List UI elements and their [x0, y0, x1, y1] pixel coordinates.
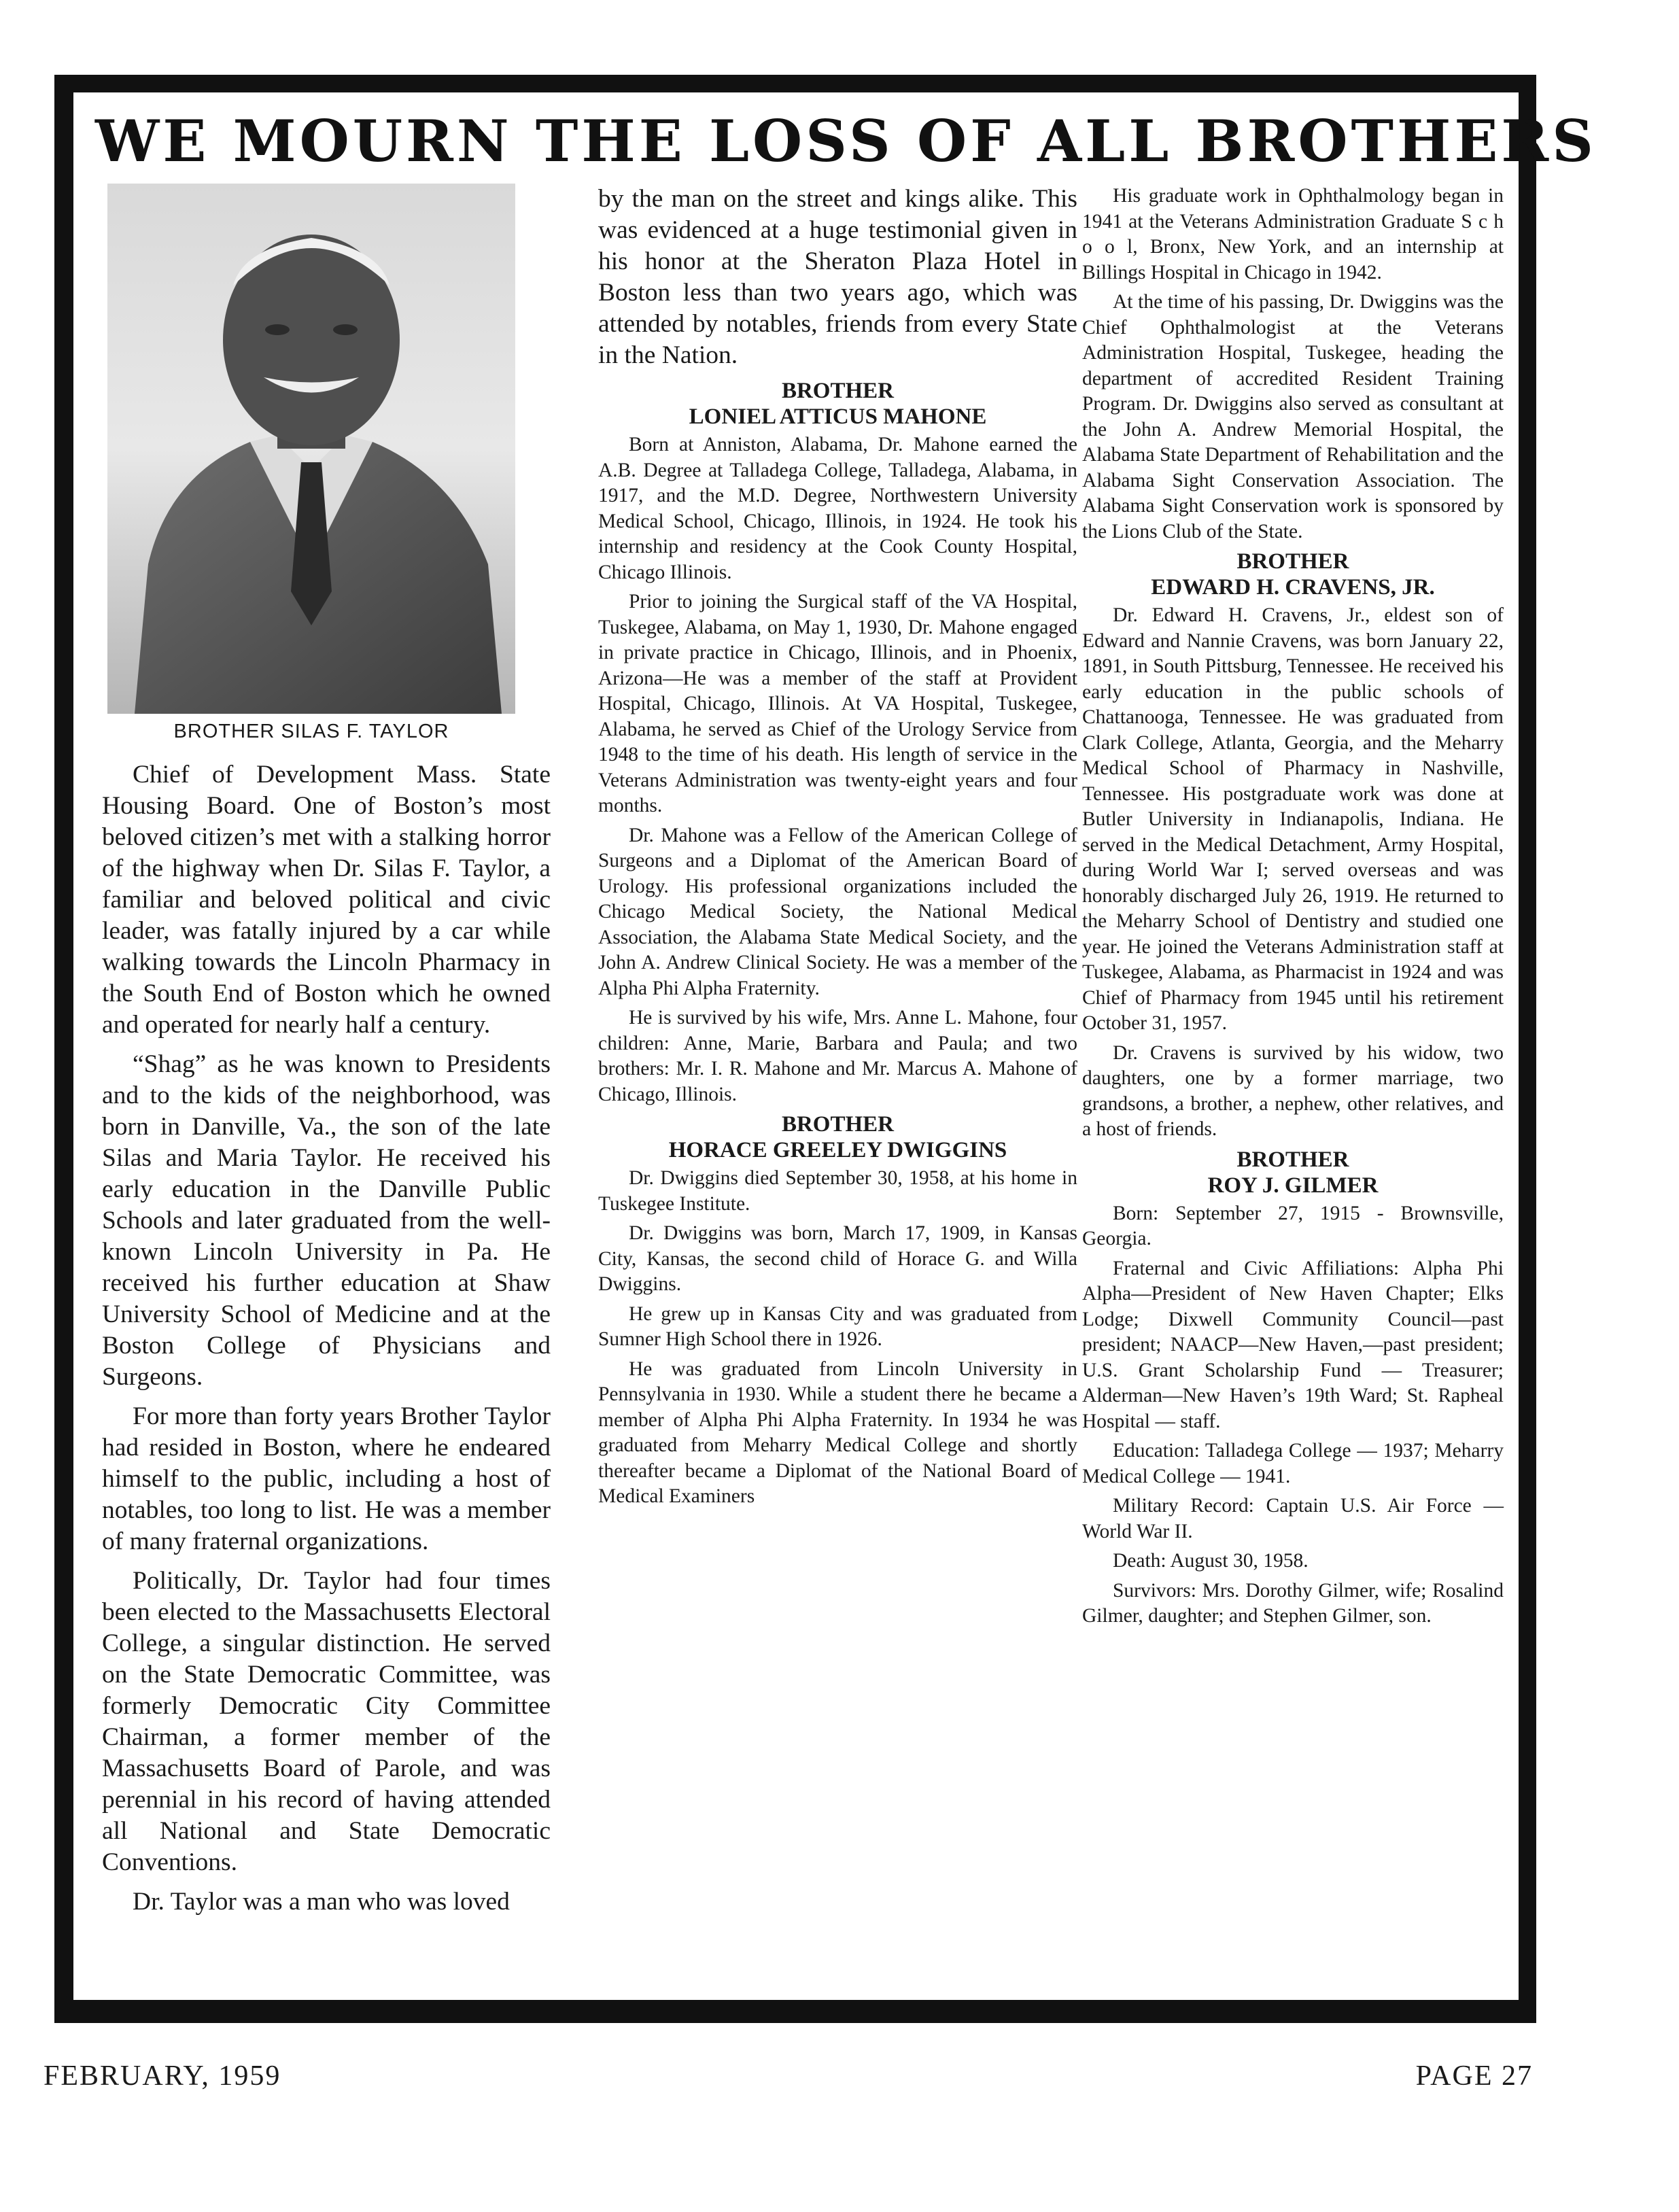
- dwiggins-continued: At the time of his passing, Dr. Dwiggins was the Chief Ophthalmologist at the Veterans Administration Hospital, Tuskegee, heading the department of accredited Resident Training Program. Dr. Dwiggins also served as consultant at the John A. Andrew Memorial Hospital, the Alabama State Department of Rehabilitation and the Alabama Sight Conservation Association. The Alabama Sight Conservation work is sponsored by the Lions Club of the State.: [1082, 291, 1504, 542]
- taylor-paragraph: “Shag” as he was known to Presidents and to the kids of the neighborhood, was born in Danville, Va., the son of the late Silas and Maria Taylor. He received his early education in the Danville Public Schools and later graduated from the well-known Lincoln University in Pa. He received his further education at Shaw University School of Medicine and at the Boston College of Physicians and Surgeons.: [102, 1050, 551, 1391]
- footer-page-number: PAGE 27: [1415, 2060, 1533, 2092]
- footer-date: FEBRUARY, 1959: [44, 2060, 281, 2092]
- gilmer-paragraph: Death: August 30, 1958.: [1113, 1550, 1309, 1572]
- portrait-photo-taylor: [107, 184, 515, 714]
- mahone-paragraph: He is survived by his wife, Mrs. Anne L. Mahone, four children: Anne, Marie, Barbara and Paula; and two brothers: Mr. I. R. Mahone and Mr. Marcus A. Mahone of Chicago, Illinois.: [598, 1007, 1077, 1105]
- cravens-paragraph: Dr. Edward H. Cravens, Jr., eldest son of Edward and Nannie Cravens, was born January 22, 1891, in South Pittsburg, Tennessee. He received his early education in the public schools of Chattanooga, Tennessee. He was graduated from Clark College, Atlanta, Georgia, and the Meharry Medical School of Pharmacy in Nashville, Tennessee. His postgraduate work was done at Butler University in Indianapolis, Indiana. He served in the Medical Detachment, Army Hospital, during World War I; served overseas and was honorably discharged July 26, 1919. He returned to the Meharry School of Dentistry and studied one year. He joined the Veterans Administration staff at Tuskegee, Alabama, as Pharmacist in 1924 and was Chief of Pharmacy from 1945 until his retirement October 31, 1957.: [1082, 604, 1504, 1034]
- taylor-paragraph: Chief of Development Mass. State Housing Board. One of Boston’s most beloved citizen’s met with a stalking horror of the highway when Dr. Silas F. Taylor, a familiar and beloved political and civic leader, was fatally injured by a car while walking towards the Lincoln Pharmacy in the South End of Boston which he owned and operated for nearly half a century.: [102, 761, 551, 1039]
- cravens-heading-brother: BROTHER: [1236, 549, 1349, 574]
- gilmer-paragraph: Survivors: Mrs. Dorothy Gilmer, wife; Rosalind Gilmer, daughter; and Stephen Gilmer, son.: [1082, 1579, 1504, 1627]
- page-headline: WE MOURN THE LOSS OF ALL BROTHERS: [95, 107, 1597, 175]
- mahone-paragraph: Born at Anniston, Alabama, Dr. Mahone earned the A.B. Degree at Talladega College, Talladega, Alabama, in 1917, and the M.D. Degree, Northwestern University Medical School, Chicago, Illinois, in 1924. He took his internship and residency at the Cook County Hospital, Chicago Illinois.: [598, 434, 1077, 583]
- dwiggins-continued: His graduate work in Ophthalmology began in 1941 at the Veterans Administration Graduate S c h o o l, Bronx, New York, and an internship at Billings Hospital in Chicago in 1942.: [1082, 185, 1504, 283]
- mahone-paragraph: Prior to joining the Surgical staff of the VA Hospital, Tuskegee, Alabama, on May 1, 1930, Dr. Mahone engaged in private practice in Chicago, Illinois, and in Phoenix, Arizona—He was a member of the staff at Provident Hospital, Chicago, Illinois. At VA Hospital, Tuskegee, Alabama, he served as Chief of the Urology Service from 1948 to the time of his death. His length of service in the Veterans Administration was twenty-eight years and four months.: [598, 591, 1077, 816]
- dwiggins-heading-name: HORACE GREELEY DWIGGINS: [668, 1138, 1007, 1162]
- taylor-paragraph: Politically, Dr. Taylor had four times been elected to the Massachusetts Electoral College, a singular distinction. He served on the State Democratic Committee, was formerly Democratic City Committee Chairman, a former member of the Massachusetts Board of Parole, and was perennial in his record of having attended all National and State Democratic Conventions.: [102, 1567, 551, 1876]
- taylor-continued: by the man on the street and kings alike. This was evidenced at a huge testimonial given in his honor at the Sheraton Plaza Hotel in Boston less than two years ago, which was attended by notables, friends from every State in the Nation.: [598, 185, 1077, 369]
- cravens-paragraph: Dr. Cravens is survived by his widow, two daughters, one by a former marriage, two grandsons, a brother, a nephew, other relatives, and a host of friends.: [1082, 1041, 1504, 1140]
- column-1: [102, 184, 551, 1926]
- gilmer-paragraph: Born: September 27, 1915 - Brownsville, Georgia.: [1082, 1202, 1504, 1249]
- dwiggins-paragraph: He grew up in Kansas City and was graduated from Sumner High School there in 1926.: [598, 1302, 1077, 1350]
- gilmer-heading-brother: BROTHER: [1236, 1147, 1349, 1172]
- taylor-paragraph: For more than forty years Brother Taylor had resided in Boston, where he endeared himself to the public, including a host of notables, too long to list. He was a member of many fraternal organizations.: [102, 1402, 551, 1555]
- mahone-heading-brother: BROTHER: [781, 379, 895, 403]
- cravens-heading-name: EDWARD H. CRAVENS, JR.: [1151, 575, 1435, 600]
- dwiggins-paragraph: He was graduated from Lincoln University in Pennsylvania in 1930. While a student there he became a member of Alpha Phi Alpha Fraternity. In 1934 he was graduated from Meharry Medical College and shortly thereafter became a Diplomat of the National Board of Medical Examiners: [598, 1358, 1077, 1507]
- gilmer-paragraph: Military Record: Captain U.S. Air Force —World War II.: [1082, 1495, 1504, 1542]
- gilmer-paragraph: Fraternal and Civic Affiliations: Alpha Phi Alpha—President of New Haven Chapter; Elks Lodge; Dixwell Community Council—past president; NAACP—New Haven,—past president; U.S. Grant Scholarship Fund — Treasurer; Alderman—New Haven’s 19th Ward; St. Rapheal Hospital — staff.: [1082, 1257, 1504, 1432]
- portrait-illustration: [107, 184, 515, 714]
- dwiggins-paragraph: Dr. Dwiggins died September 30, 1958, at his home in Tuskegee Institute.: [598, 1167, 1077, 1215]
- mahone-paragraph: Dr. Mahone was a Fellow of the American College of Surgeons and a Diplomat of the American Board of Urology. His professional organizations included the Chicago Medical Society, the National Medical Association, the Alabama State Medical Society, and the John A. Andrew Clinical Society. He was a member of the Alpha Phi Alpha Fraternity.: [598, 824, 1077, 999]
- mahone-heading-name: LONIEL ATTICUS MAHONE: [689, 404, 987, 429]
- dwiggins-heading-brother: BROTHER: [781, 1112, 895, 1137]
- column-3: [1082, 184, 1504, 1634]
- gilmer-heading-name: ROY J. GILMER: [1207, 1173, 1379, 1198]
- gilmer-paragraph: Education: Talladega College — 1937; Meharry Medical College — 1941.: [1082, 1440, 1504, 1487]
- column-2: [598, 184, 1077, 1514]
- dwiggins-paragraph: Dr. Dwiggins was born, March 17, 1909, in Kansas City, Kansas, the second child of Horace G. and Willa Dwiggins.: [598, 1222, 1077, 1295]
- taylor-paragraph: Dr. Taylor was a man who was loved: [133, 1888, 510, 1916]
- photo-caption: BROTHER SILAS F. TAYLOR: [173, 721, 449, 742]
